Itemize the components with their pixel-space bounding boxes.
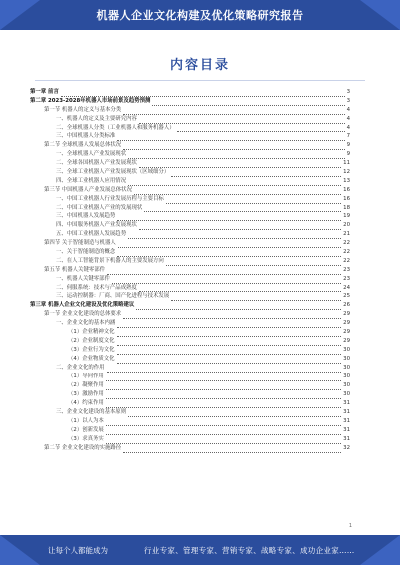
toc-leader-dots	[128, 180, 341, 186]
toc-entry[interactable]	[30, 284, 350, 293]
toc-leader-dots	[117, 135, 344, 141]
toc-entry[interactable]	[30, 381, 350, 390]
toc-leader-dots	[171, 295, 341, 301]
toc-leader-dots	[123, 109, 344, 115]
toc-entry-page: 32	[343, 444, 350, 451]
toc-entry-label: 一、机器人关键零部件	[56, 275, 110, 282]
toc-entry-label: 第三章 机器人企业文化建设及优化策略建议	[30, 302, 135, 309]
toc-leader-dots	[117, 358, 342, 364]
toc-leader-dots	[123, 447, 341, 453]
toc-entry-label: 第五节 机器人关键零部件	[44, 266, 106, 273]
toc-entry-label: （3）求真务实	[68, 435, 104, 442]
footer-decoration-right	[360, 535, 400, 565]
toc-entry-page: 19	[343, 213, 350, 220]
toc-leader-dots	[107, 269, 341, 275]
toc-entry-label: 三、企业文化建设的基本原则	[56, 409, 127, 416]
toc-entry-label: 二、伺服系统：技术与产品成熟度	[56, 284, 137, 291]
toc-leader-dots	[128, 153, 344, 159]
toc-leader-dots	[106, 393, 341, 399]
toc-leader-dots	[177, 126, 345, 132]
toc-leader-dots	[166, 260, 341, 266]
toc-entry-page: 29	[343, 320, 350, 327]
toc-entry[interactable]	[30, 346, 350, 355]
toc-entry[interactable]	[30, 275, 350, 284]
toc-entry-label: 一、机器人的定义及主要研究内容	[56, 115, 137, 122]
toc-leader-dots	[106, 438, 341, 444]
toc-entry[interactable]	[30, 150, 350, 159]
toc-entry-page: 30	[343, 364, 350, 371]
toc-entry[interactable]	[30, 355, 350, 364]
toc-entry[interactable]	[30, 301, 350, 310]
toc-entry[interactable]	[30, 230, 350, 239]
toc-entry[interactable]	[30, 319, 350, 328]
toc-entry[interactable]	[30, 364, 350, 373]
toc-entry[interactable]	[30, 417, 350, 426]
toc-entry-label: （1）以人为本	[68, 417, 104, 424]
toc-leader-dots	[117, 340, 342, 346]
toc-entry[interactable]	[30, 248, 350, 257]
toc-entry-page: 22	[343, 257, 350, 264]
toc-leader-dots	[117, 349, 342, 355]
toc-entry[interactable]	[30, 408, 350, 417]
page-footer	[0, 535, 400, 565]
toc-entry[interactable]	[30, 115, 350, 124]
toc-entry-label: 第二章 2023-2028年机器人市场前景及趋势预测	[30, 97, 151, 104]
toc-entry-page: 12	[343, 169, 350, 175]
toc-entry-label: 三、全球工业机器人产业发展现状（区域细分）	[56, 169, 170, 175]
toc-entry-page: 4	[346, 106, 350, 113]
toc-entry-page: 11	[343, 160, 350, 167]
toc-entry-label: （2）凝聚作用	[68, 382, 104, 389]
toc-entry[interactable]	[30, 328, 350, 337]
toc-leader-dots	[123, 313, 341, 319]
toc-leader-dots	[107, 367, 342, 373]
toc-entry-label: 一、中国工业机器人行业发展历程与主要目标	[56, 195, 164, 202]
header-decoration-left	[0, 0, 40, 30]
toc-heading: 内容目录	[169, 58, 230, 73]
toc-entry-label: 第四节 关于智能制造与机器人	[44, 240, 116, 247]
toc-leader-dots	[128, 233, 341, 239]
toc-entry-page: 29	[343, 337, 350, 344]
toc-entry-page: 30	[343, 355, 350, 362]
toc-entry-page: 30	[343, 373, 350, 380]
toc-entry-label: 二、在人工智能背景下机器人的主要发展方向	[56, 257, 164, 264]
toc-entry[interactable]	[30, 106, 350, 115]
toc-leader-dots	[106, 420, 341, 426]
toc-entry[interactable]	[30, 212, 350, 221]
toc-entry-label: （1）导向作用	[68, 373, 104, 380]
toc-leader-dots	[123, 144, 344, 150]
toc-entry[interactable]	[30, 292, 350, 301]
toc-entry-label: 二、企业文化的作用	[56, 364, 105, 371]
toc-entry[interactable]	[30, 444, 350, 453]
toc-entry-page: 13	[343, 177, 350, 184]
toc-leader-dots	[117, 215, 341, 221]
toc-entry-page: 20	[343, 222, 350, 229]
toc-entry-label: 三、中国机器人发展趋势	[56, 213, 116, 220]
toc-entry[interactable]	[30, 390, 350, 399]
toc-entry-page: 31	[343, 426, 350, 433]
toc-entry-page: 22	[343, 240, 350, 247]
toc-entry-label: （3）企业行为文化	[68, 346, 115, 353]
toc-entry[interactable]	[30, 266, 350, 275]
toc-leader-dots	[117, 331, 342, 337]
toc-entry-label: 一、关于智能制造的概念	[56, 249, 116, 256]
toc-entry[interactable]	[30, 159, 350, 168]
toc-entry-label: 四、全球工业机器人应用情况	[56, 177, 127, 184]
footer-tagline: 行业专家、管理专家、营销专家、战略专家、成功企业家……	[144, 545, 355, 555]
toc-entry-page: 3	[346, 88, 350, 95]
toc-entry-label: 二、中国工业机器人产业的发展现状	[56, 204, 143, 211]
toc-entry[interactable]	[30, 195, 350, 204]
table-of-contents	[30, 88, 350, 453]
toc-leader-dots	[106, 384, 341, 390]
toc-entry[interactable]	[30, 435, 350, 444]
report-title: 机器人企业文化构建及优化策略研究报告	[96, 9, 304, 22]
toc-entry-page: 31	[343, 435, 350, 442]
toc-leader-dots	[128, 411, 341, 417]
toc-entry[interactable]	[30, 399, 350, 408]
toc-entry[interactable]	[30, 168, 350, 177]
toc-entry-label: 一、企业文化的基本内涵	[56, 320, 116, 327]
toc-leader-dots	[166, 198, 341, 204]
toc-entry-page: 9	[346, 151, 350, 158]
toc-entry-page: 23	[343, 275, 350, 282]
toc-entry-label: 三、运动控制器：厂商、国产化进程与技术发展	[56, 293, 170, 300]
toc-entry[interactable]	[30, 177, 350, 186]
toc-entry-label: 五、中国工业机器人发展趋势	[56, 231, 127, 238]
toc-entry-page: 31	[343, 400, 350, 407]
toc-entry[interactable]	[30, 426, 350, 435]
toc-entry-page: 25	[343, 293, 350, 300]
toc-entry[interactable]	[30, 310, 350, 319]
toc-entry-label: （2）创新发展	[68, 426, 104, 433]
toc-entry-page: 30	[343, 382, 350, 389]
toc-entry-label: 三、中国机器人分类标准	[56, 133, 116, 140]
toc-entry-page: 24	[343, 284, 350, 291]
toc-leader-dots	[139, 224, 341, 230]
page-number: 1	[348, 523, 352, 529]
toc-entry-page: 22	[343, 249, 350, 256]
toc-leader-dots	[134, 189, 341, 195]
toc-entry[interactable]	[30, 132, 350, 141]
toc-entry-page: 18	[343, 204, 350, 211]
toc-entry-label: 第二节 全球机器人发展总体状况	[44, 142, 122, 149]
toc-entry-label: 二、全球机器人分类（工业机器人和服务机器人）	[56, 124, 175, 131]
toc-entry-page: 30	[343, 346, 350, 353]
toc-entry-page: 26	[343, 302, 350, 309]
toc-leader-dots	[112, 278, 341, 284]
toc-heading-divider	[35, 80, 365, 81]
toc-entry-label: 第三节 中国机器人产业发展总体状况	[44, 186, 132, 193]
toc-entry-label: （4）约束作用	[68, 400, 104, 407]
toc-entry-label: （4）企业物质文化	[68, 355, 115, 362]
toc-entry-page: 9	[346, 142, 350, 149]
toc-leader-dots	[118, 242, 341, 248]
toc-leader-dots	[117, 322, 341, 328]
toc-entry-label: （2）企业制度文化	[68, 337, 115, 344]
toc-entry-page: 3	[346, 97, 350, 104]
toc-entry[interactable]	[30, 186, 350, 195]
toc-entry-page: 31	[343, 409, 350, 416]
toc-entry-label: 二、全球各国机器人产业发展现状	[56, 160, 137, 167]
toc-leader-dots	[144, 206, 341, 212]
toc-entry-label: （1）企业精神文化	[68, 329, 115, 336]
toc-entry[interactable]	[30, 373, 350, 382]
toc-entry-page: 16	[343, 195, 350, 202]
footer-slogan: 让每个人都能成为	[48, 545, 108, 555]
toc-entry[interactable]	[30, 204, 350, 213]
toc-entry-label: 第二节 企业文化建设的实施路径	[44, 444, 122, 451]
toc-leader-dots	[106, 375, 341, 381]
toc-entry-page: 4	[346, 115, 350, 122]
toc-entry[interactable]	[30, 88, 350, 97]
toc-entry-label: 四、中国服务机器人产业发展现状	[56, 222, 137, 229]
toc-entry-page: 23	[343, 266, 350, 273]
toc-entry-label: 一、全球机器人产业发展现状	[56, 151, 127, 158]
toc-entry[interactable]	[30, 97, 350, 106]
toc-entry-page: 16	[343, 186, 350, 193]
toc-entry-label: 第一节 企业文化建设的总体要求	[44, 311, 122, 318]
toc-entry[interactable]	[30, 257, 350, 266]
toc-entry[interactable]	[30, 239, 350, 248]
toc-entry[interactable]	[30, 124, 350, 133]
toc-entry-page: 7	[346, 133, 350, 140]
toc-entry-page: 30	[343, 391, 350, 398]
toc-entry-page: 29	[343, 311, 350, 318]
page-header	[0, 0, 400, 30]
toc-entry[interactable]	[30, 221, 350, 230]
toc-leader-dots	[152, 100, 344, 106]
toc-entry-label: 第一章 前言	[30, 88, 59, 95]
toc-entry[interactable]	[30, 337, 350, 346]
toc-entry-page: 29	[343, 329, 350, 336]
toc-leader-dots	[171, 171, 341, 177]
toc-entry-page: 31	[343, 417, 350, 424]
toc-entry-label: （3）激励作用	[68, 391, 104, 398]
toc-leader-dots	[106, 402, 341, 408]
toc-leader-dots	[136, 304, 341, 310]
toc-leader-dots	[106, 429, 341, 435]
toc-entry[interactable]	[30, 141, 350, 150]
toc-entry-page: 4	[346, 124, 350, 131]
toc-entry-label: 第一节 机器人的定义与基本分类	[44, 106, 122, 113]
header-decoration-right	[360, 0, 400, 30]
toc-entry-page: 21	[343, 231, 350, 238]
footer-decoration-left	[0, 535, 40, 565]
